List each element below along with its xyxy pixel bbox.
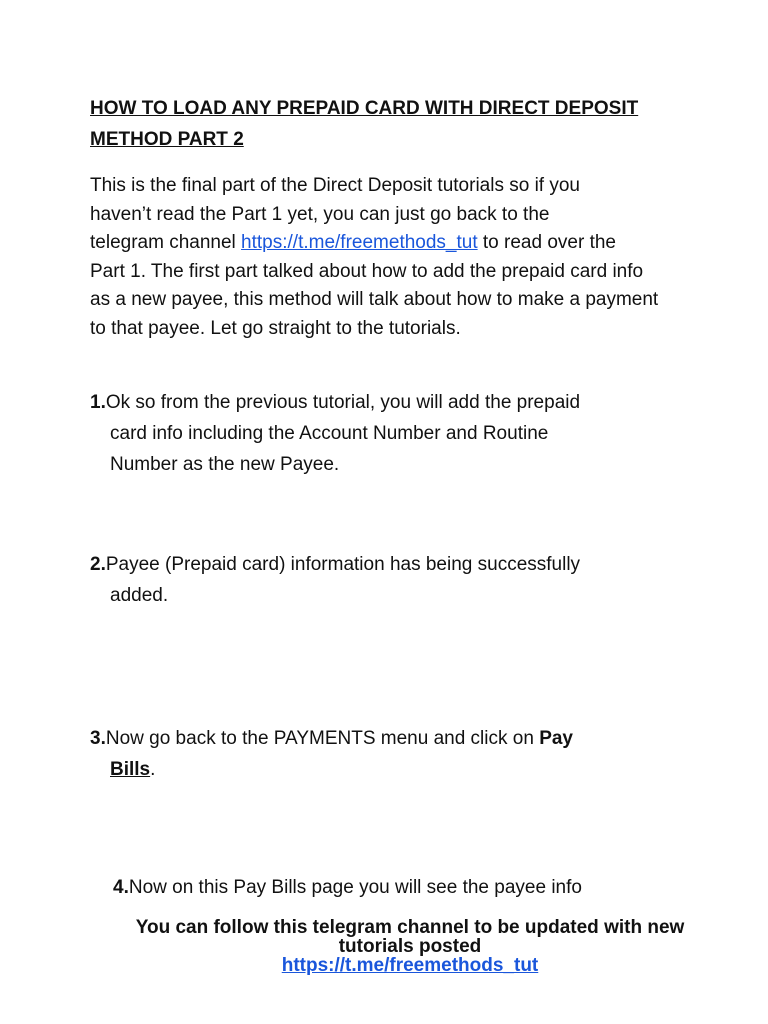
intro-line-3-pre: telegram channel: [90, 232, 242, 254]
intro-line-1: This is the final part of the Direct Deposit tutorials so if you: [90, 175, 580, 196]
footer-line-1: You can follow this telegram channel to be updated with new: [135, 917, 685, 938]
intro-paragraph: [90, 172, 730, 344]
step-text: added.: [110, 585, 169, 606]
document-title: [90, 93, 710, 155]
step-4: [113, 872, 733, 903]
bills-emphasis: Bills: [110, 759, 151, 780]
footer-note: [60, 918, 760, 956]
step-number: 1.: [90, 392, 106, 413]
intro-line-4: Part 1. The first part talked about how to add the prepaid card info: [90, 260, 644, 282]
step-text: Ok so from the previous tutorial, you will add the prepaid: [105, 392, 581, 413]
step-number: 4.: [113, 877, 129, 898]
intro-line-5: as a new payee, this method will talk about how to make a payment: [90, 289, 659, 311]
intro-line-2: haven’t read the Part 1 yet, you can just go back to the: [90, 203, 550, 225]
footer-telegram-link[interactable]: https://t.me/freemethods_tut: [281, 955, 539, 976]
step-text-line-2: [90, 754, 710, 785]
step-text: card info including the Account Number and Routine: [110, 423, 549, 444]
step-text: Now on this Pay Bills page you will see the payee info: [128, 877, 582, 898]
intro-line-6: to that payee. Let go straight to the tutorials.: [90, 317, 461, 339]
intro-line-3-post: to read over the: [477, 232, 616, 254]
footer-line-2: tutorials posted: [338, 936, 482, 957]
step-text: Now go back to the PAYMENTS menu and click on: [105, 728, 540, 749]
step-number: 3.: [90, 728, 106, 749]
step-1: [90, 387, 710, 480]
title-line-2: METHOD PART 2: [90, 129, 244, 150]
title-line-1: HOW TO LOAD ANY PREPAID CARD WITH DIRECT DEPOSIT: [90, 98, 639, 119]
step-text: .: [150, 759, 156, 780]
step-text: Payee (Prepaid card) information has being successfully: [105, 554, 581, 575]
step-3: [90, 723, 710, 785]
step-number: 2.: [90, 554, 106, 575]
step-text: Number as the new Payee.: [110, 454, 340, 475]
telegram-channel-link[interactable]: https://t.me/freemethods_tut: [241, 232, 478, 254]
step-2: [90, 549, 710, 611]
pay-bills-emphasis: Pay: [539, 728, 573, 749]
